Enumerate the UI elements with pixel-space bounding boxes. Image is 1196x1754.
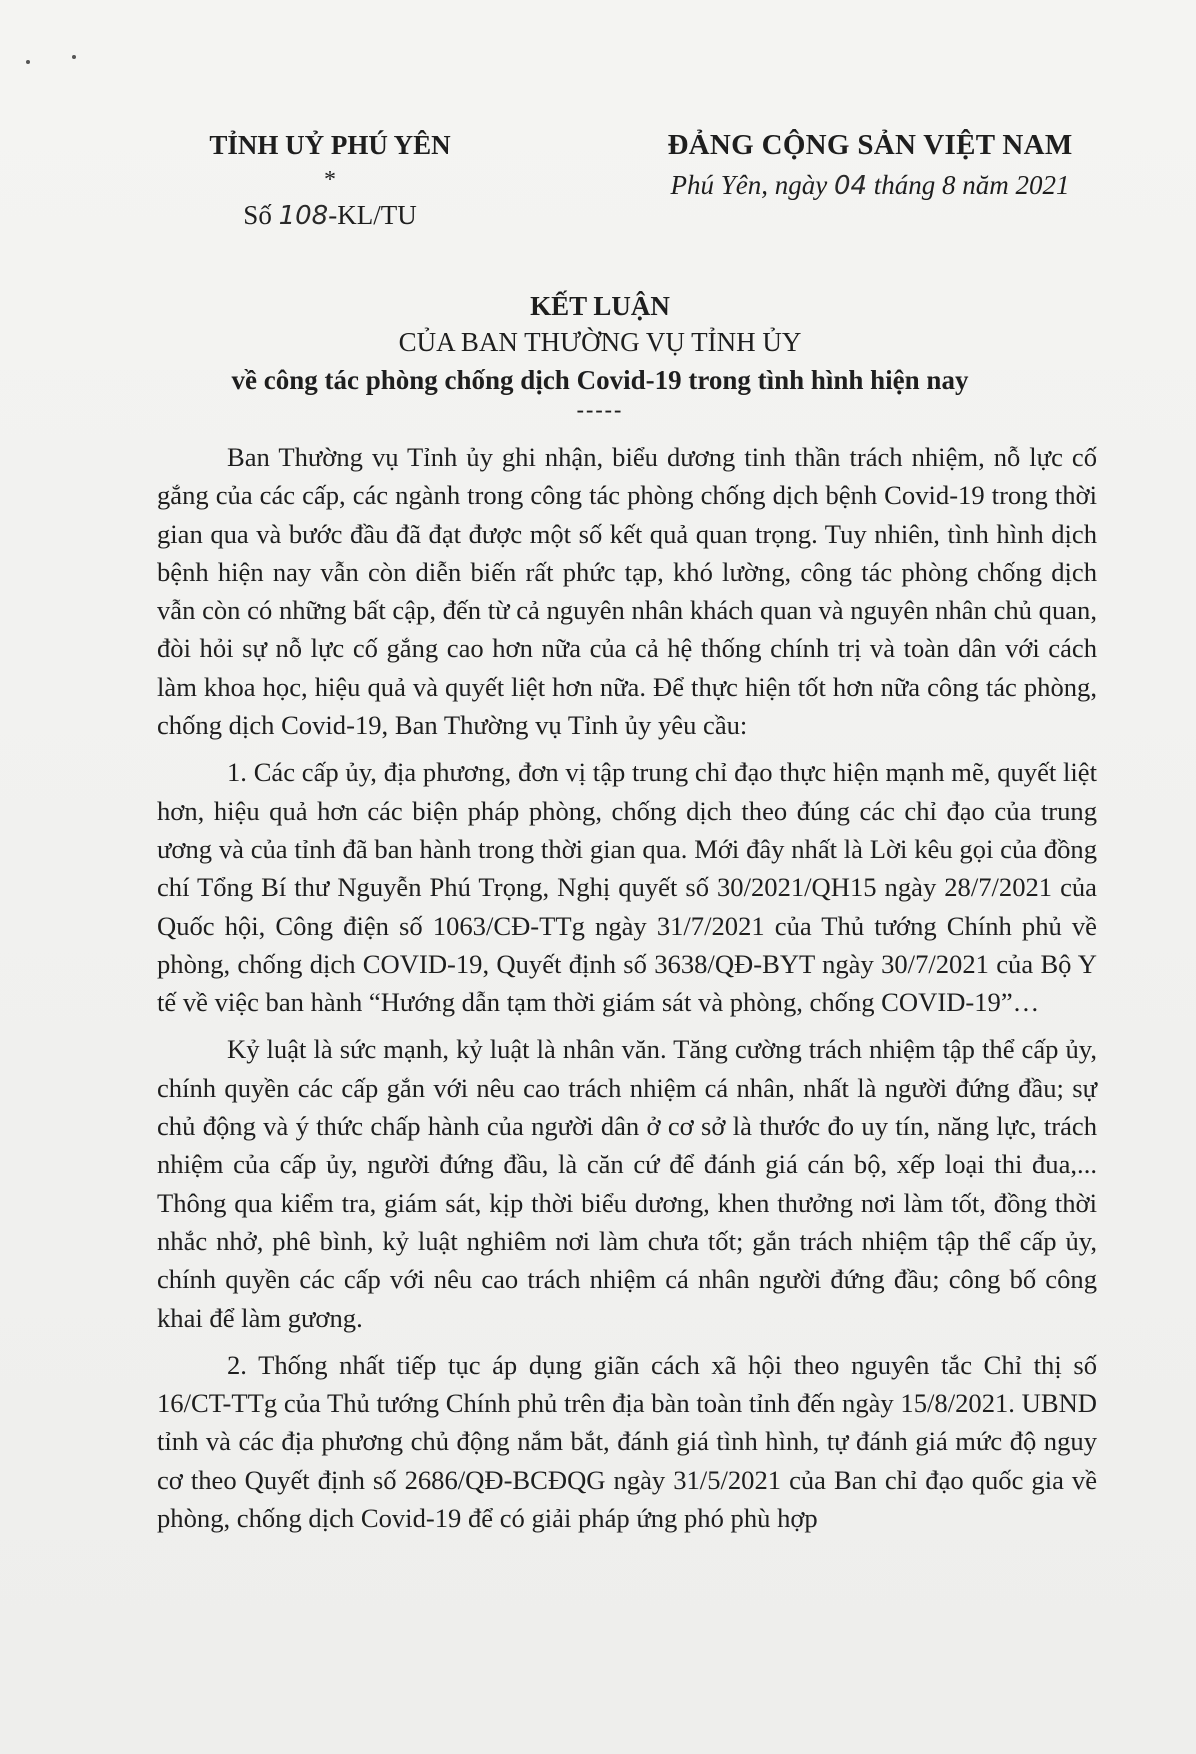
paragraph-intro: Ban Thường vụ Tỉnh ủy ghi nhận, biểu dương tinh thần trách nhiệm, nỗ lực cố gắng của các cấp, các ngành trong công tác phòng chống dịch bệnh Covid-19 trong thời gian qua và bước đầu đã đạt được một số kết quả quan trọng. Tuy nhiên, tình hình dịch bệnh hiện nay vẫn còn diễn biến rất phức tạp, khó lường, công tác phòng chống dịch vẫn còn có những bất cập, đến từ cả nguyên nhân khách quan và nguyên nhân chủ quan, đòi hỏi sự nỗ lực cố gắng cao hơn nữa của cả hệ thống chính trị và toàn dân với cách làm khoa học, hiệu quả và quyết liệt hơn nữa. Để thực hiện tốt hơn nữa công tác phòng, chống dịch Covid-19, Ban Thường vụ Tỉnh ủy yêu cầu:: [157, 442, 1097, 741]
issuing-organization: TỈNH UỶ PHÚ YÊN: [209, 130, 451, 160]
document-body: [157, 438, 1097, 1546]
date-suffix: tháng 8 năm 2021: [873, 170, 1070, 200]
star-separator: *: [324, 167, 336, 193]
scan-speck: [26, 60, 30, 64]
document-number: [200, 195, 460, 236]
header-right-block: [650, 125, 1090, 206]
document-subtitle: CỦA BAN THƯỜNG VỤ TỈNH ỦY: [398, 327, 802, 357]
paragraph-discipline: Kỷ luật là sức mạnh, kỷ luật là nhân văn. Tăng cường trách nhiệm tập thể cấp ủy, chính quyền các cấp gắn với nêu cao trách nhiệm cá nhân, nhất là người đứng đầu; sự chủ động và ý thức chấp hành của người dân ở cơ sở là thước đo uy tín, năng lực, trách nhiệm của cấp ủy, người đứng đầu, là căn cứ để đánh giá cán bộ, xếp loại thi đua,... Thông qua kiểm tra, giám sát, kịp thời biểu dương, khen thưởng nơi làm tốt, đồng thời nhắc nhở, phê bình, kỷ luật nghiêm nơi làm chưa tốt; gắn trách nhiệm tập thể cấp ủy, chính quyền các cấp với nêu cao trách nhiệm cá nhân người đứng đầu; công bố công khai để làm gương.: [157, 1034, 1097, 1333]
handwritten-number: 108: [278, 201, 329, 231]
document-title: KẾT LUẬN: [530, 291, 670, 321]
scan-speck: [72, 55, 76, 59]
title-separator: -----: [576, 397, 624, 422]
paragraph-item-1: 1. Các cấp ủy, địa phương, đơn vị tập trung chỉ đạo thực hiện mạnh mẽ, quyết liệt hơn, hiệu quả hơn các biện pháp phòng, chống dịch theo đúng các chỉ đạo của trung ương và của tỉnh đã ban hành trong thời gian qua. Mới đây nhất là Lời kêu gọi của đồng chí Tổng Bí thư Nguyễn Phú Trọng, Nghị quyết số 30/2021/QH15 ngày 28/7/2021 của Quốc hội, Công điện số 1063/CĐ-TTg ngày 31/7/2021 của Thủ tướng Chính phủ về phòng, chống dịch COVID-19, Quyết định số 3638/QĐ-BYT ngày 30/7/2021 của Bộ Y tế về việc ban hành “Hướng dẫn tạm thời giám sát và phòng, chống COVID-19”…: [157, 757, 1097, 1018]
number-prefix: Số: [243, 200, 272, 230]
handwritten-day: 04: [833, 171, 868, 201]
document-topic: về công tác phòng chống dịch Covid-19 trong tình hình hiện nay: [231, 365, 969, 395]
date-prefix: Phú Yên, ngày: [670, 170, 828, 200]
party-name: ĐẢNG CỘNG SẢN VIỆT NAM: [667, 129, 1073, 161]
header-left-block: [200, 125, 460, 236]
paragraph-item-2: 2. Thống nhất tiếp tục áp dụng giãn cách xã hội theo nguyên tắc Chỉ thị số 16/CT-TTg của Thủ tướng Chính phủ trên địa bàn toàn tỉnh đến ngày 15/8/2021. UBND tỉnh và các địa phương chủ động nắm bắt, đánh giá tình hình, tự đánh giá mức độ nguy cơ theo Quyết định số 2686/QĐ-BCĐQG ngày 31/5/2021 của Ban chỉ đạo quốc gia về phòng, chống dịch Covid-19 để có giải pháp ứng phó phù hợp: [157, 1349, 1097, 1534]
document-title-block: [120, 288, 1080, 420]
date-line: [650, 165, 1090, 206]
number-suffix: -KL/TU: [328, 200, 417, 230]
